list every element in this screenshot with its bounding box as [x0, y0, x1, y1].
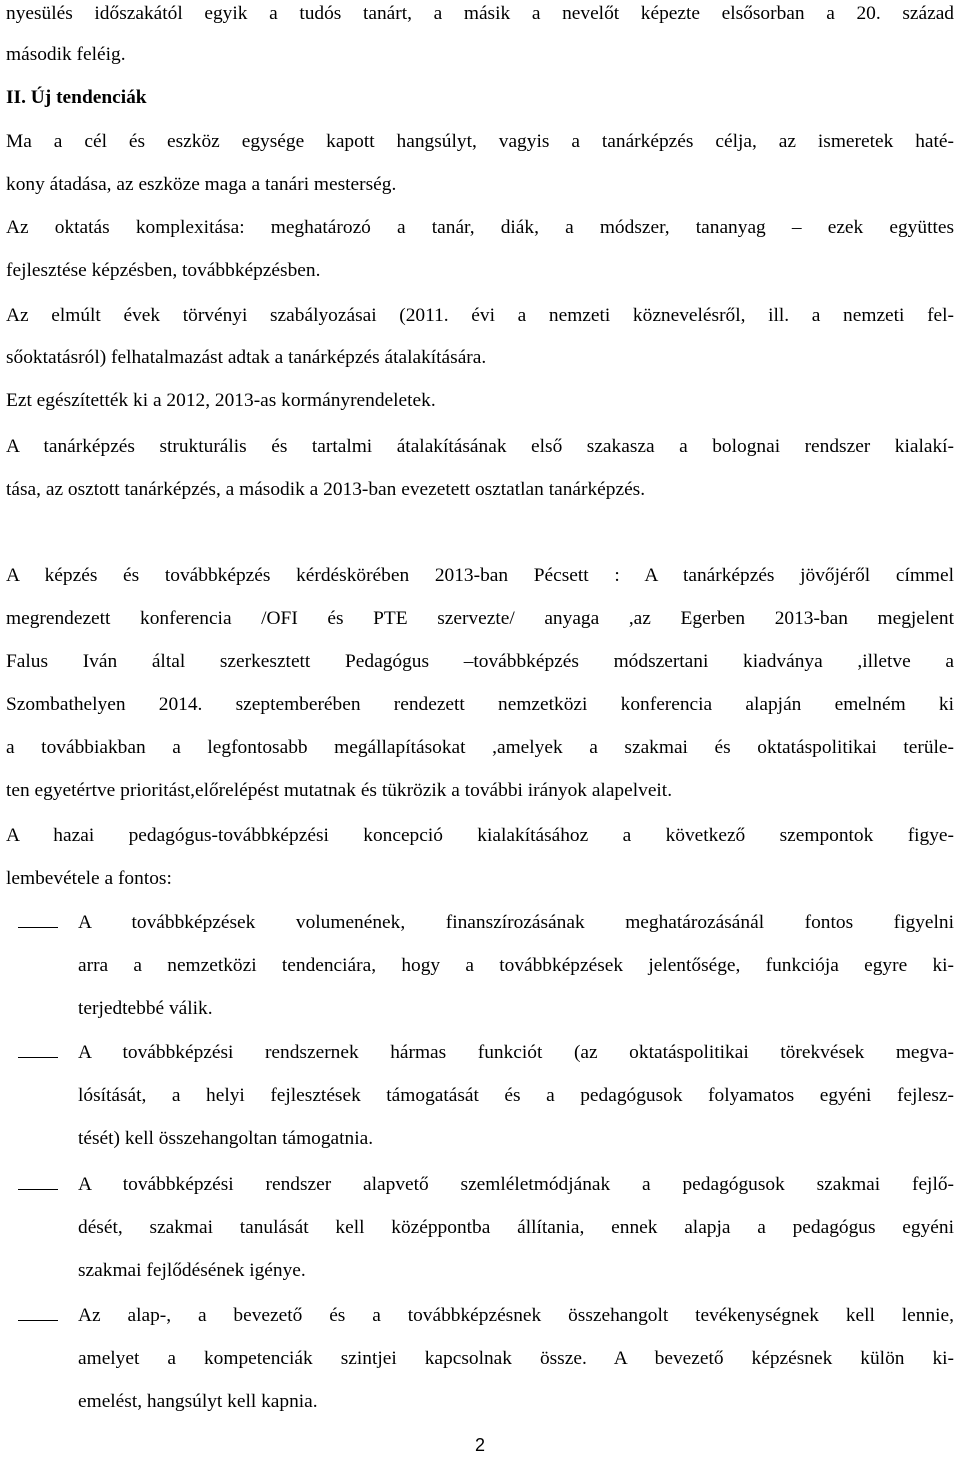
text-line: A hazai pedagógus-továbbképzési koncepció kialakításához a következő szempontok figye- — [6, 825, 954, 846]
text-line: lembevétele a fontos: — [6, 868, 172, 889]
text-line: sőoktatásról) felhatalmazást adtak a tanárképzés átalakítására. — [6, 347, 487, 368]
bullet-text-line: arra a nemzetközi tendenciára, hogy a továbbképzések jelentősége, funkciója egyre ki- — [78, 955, 954, 976]
section-heading: II. Új tendenciák — [6, 87, 147, 108]
bullet-text-line: A továbbképzések volumenének, finanszírozásának meghatározásánál fontos figyelni — [78, 912, 954, 933]
bullet-dash — [18, 1189, 58, 1190]
bullet-text-line: dését, szakmai tanulását kell középpontba állítania, ennek alapja a pedagógus egyéni — [78, 1217, 954, 1238]
text-line: ten egyetértve prioritást,előrelépést mutatnak és tükrözik a további irányok alapelveit. — [6, 780, 673, 801]
text-line: a továbbiakban a legfontosabb megállapításokat ,amelyek a szakmai és oktatáspolitikai terüle- — [6, 737, 954, 758]
text-line: második feléig. — [6, 44, 126, 65]
bullet-dash — [18, 1057, 58, 1058]
text-line: fejlesztése képzésben, továbbképzésben. — [6, 260, 321, 281]
bullet-text-line: tését) kell összehangoltan támogatnia. — [78, 1128, 374, 1149]
text-line: Az oktatás komplexitása: meghatározó a tanár, diák, a módszer, tananyag – ezek együttes — [6, 217, 954, 238]
bullet-text-line: szakmai fejlődésének igénye. — [78, 1260, 306, 1281]
bullet-text-line: Az alap-, a bevezető és a továbbképzésnek összehangolt tevékenységnek kell lennie, — [78, 1305, 954, 1326]
bullet-text-line: A továbbképzési rendszer alapvető szemléletmódjának a pedagógusok szakmai fejlő- — [78, 1174, 954, 1195]
text-line: A képzés és továbbképzés kérdéskörében 2013-ban Pécsett : A tanárképzés jövőjéről címmel — [6, 565, 954, 586]
bullet-dash — [18, 927, 58, 928]
text-line: Falus Iván által szerkesztett Pedagógus –továbbképzés módszertani kiadványa ,illetve a — [6, 651, 954, 672]
text-line: A tanárképzés strukturális és tartalmi átalakításának első szakasza a bolognai rendszer kialakí- — [6, 436, 954, 457]
bullet-text-line: A továbbképzési rendszernek hármas funkciót (az oktatáspolitikai törekvések megva- — [78, 1042, 954, 1063]
text-line: kony átadása, az eszköze maga a tanári mesterség. — [6, 174, 397, 195]
bullet-text-line: terjedtebbé válik. — [78, 998, 213, 1019]
text-line: Ezt egészítették ki a 2012, 2013-as kormányrendeletek. — [6, 390, 436, 411]
bullet-text-line: lósítását, a helyi fejlesztések támogatását és a pedagógusok folyamatos egyéni fejlesz- — [78, 1085, 954, 1106]
page-number: 2 — [474, 1435, 485, 1455]
text-line: megrendezett konferencia /OFI és PTE szervezte/ anyaga ,az Egerben 2013-ban megjelent — [6, 608, 954, 629]
bullet-text-line: amelyet a kompetenciák szintjei kapcsolnak össze. A bevezető képzésnek külön ki- — [78, 1348, 954, 1369]
text-line: tása, az osztott tanárképzés, a második a 2013-ban evezetett osztatlan tanárképzés. — [6, 479, 646, 500]
bullet-dash — [18, 1320, 58, 1321]
text-line: Ma a cél és eszköz egysége kapott hangsúlyt, vagyis a tanárképzés célja, az ismeretek haté- — [6, 131, 954, 152]
text-line: Szombathelyen 2014. szeptemberében rendezett nemzetközi konferencia alapján emelném ki — [6, 694, 954, 715]
text-line: Az elmúlt évek törvényi szabályozásai (2011. évi a nemzeti köznevelésről, ill. a nemzeti fel- — [6, 305, 954, 326]
bullet-text-line: emelést, hangsúlyt kell kapnia. — [78, 1391, 318, 1412]
text-line: nyesülés időszakától egyik a tudós tanárt, a másik a nevelőt képezte elsősorban a 20. század — [6, 3, 954, 24]
